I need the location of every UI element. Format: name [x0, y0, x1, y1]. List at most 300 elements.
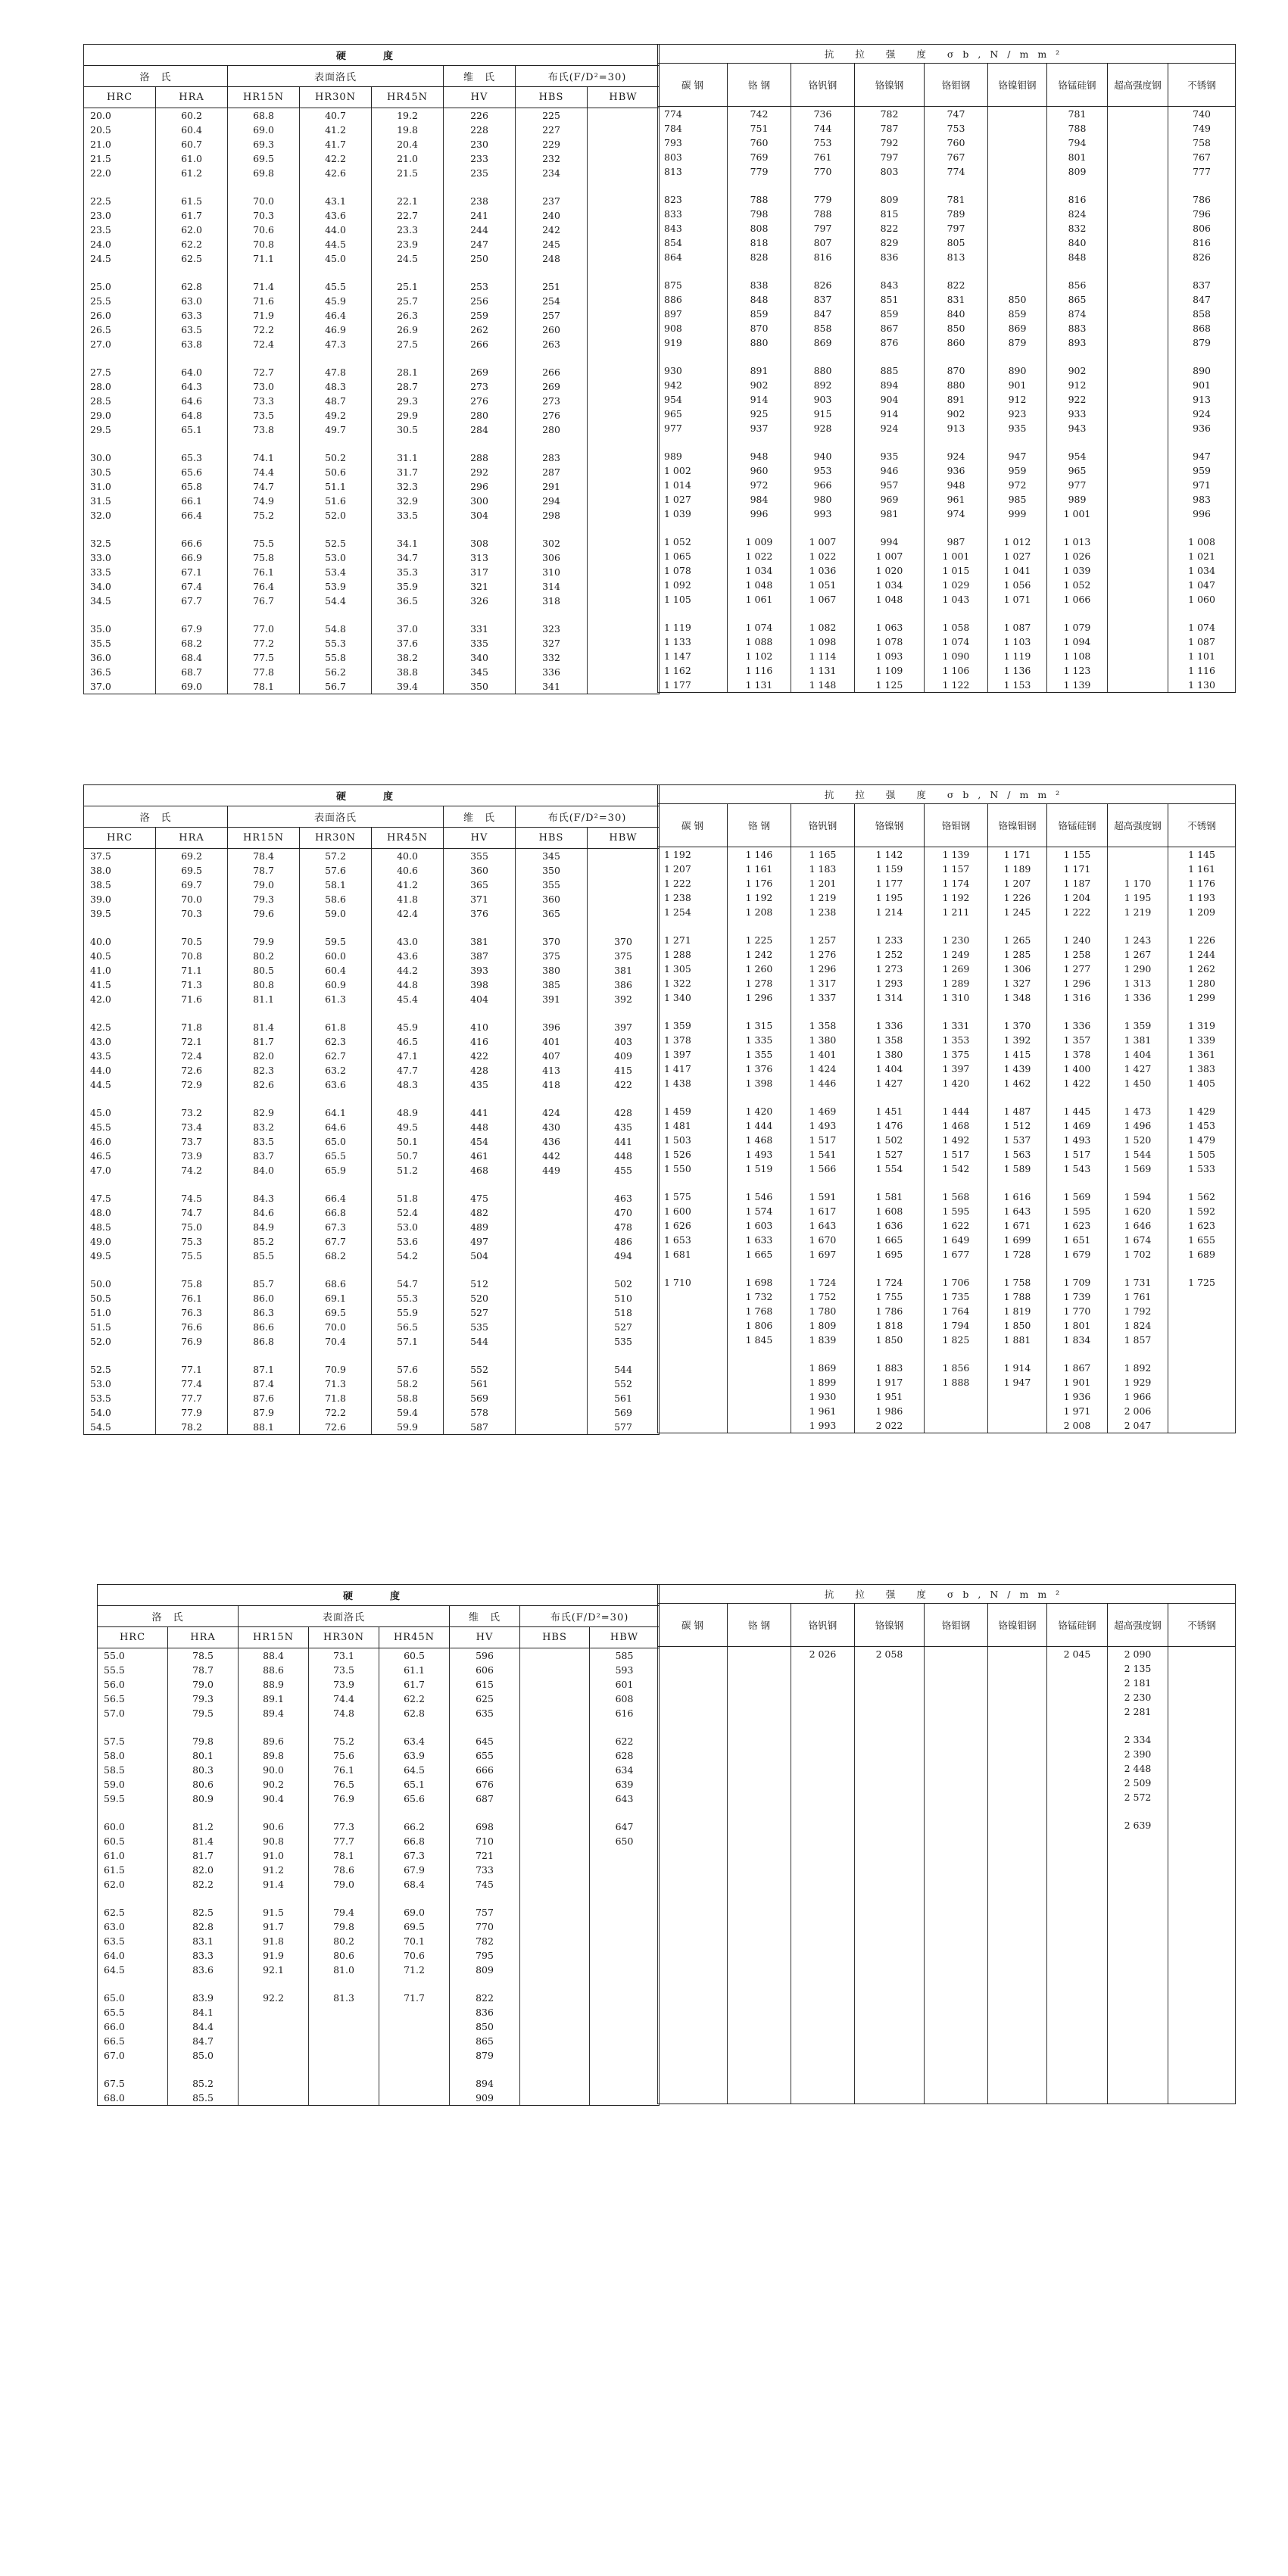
table-cell: 1 381 [1108, 1033, 1168, 1047]
table-cell: 81.3 [309, 1991, 379, 2005]
table-cell: 306 [516, 550, 588, 565]
table-cell: 1 819 [988, 1304, 1047, 1318]
table-cell: 1 670 [791, 1233, 855, 1247]
steel-type-header-cell: 铬钼钢 [925, 804, 988, 847]
table-cell: 90.2 [239, 1777, 309, 1792]
table-cell [520, 1834, 590, 1848]
table-row [84, 1234, 660, 1249]
table-cell: 74.9 [228, 494, 300, 508]
table-cell [588, 423, 660, 437]
table-cell: 1 867 [1047, 1361, 1108, 1375]
table-cell [988, 1418, 1047, 1433]
table-cell: 43.1 [300, 194, 372, 208]
table-cell: 345 [516, 849, 588, 864]
table-cell: 1 048 [855, 592, 925, 607]
table-cell: 1 473 [1108, 1104, 1168, 1118]
table-cell [1108, 392, 1168, 407]
table-cell: 1 541 [791, 1147, 855, 1162]
scale-header-cell: HR45N [372, 828, 444, 849]
table-cell [588, 408, 660, 423]
table-cell: 1 839 [791, 1333, 855, 1347]
table-cell [520, 1663, 590, 1677]
table-cell: 1 422 [1047, 1076, 1108, 1090]
table-row [658, 1418, 1236, 1433]
table-cell: 42.0 [84, 992, 156, 1006]
table-cell: 71.9 [228, 308, 300, 323]
table-cell [791, 2004, 855, 2018]
table-cell: 634 [590, 1763, 660, 1777]
table-cell: 64.5 [379, 1763, 450, 1777]
table-cell: 327 [516, 636, 588, 650]
table-cell: 64.5 [98, 1963, 168, 1977]
table-cell [1108, 321, 1168, 335]
table-cell: 843 [658, 221, 728, 235]
table-cell: 1 310 [925, 990, 988, 1005]
group-spacer [84, 351, 660, 365]
group-spacer [658, 1976, 1236, 1989]
table-cell: 943 [1047, 421, 1108, 435]
table-cell: 1 446 [791, 1076, 855, 1090]
table-cell: 486 [588, 1234, 660, 1249]
table-cell: 1 278 [728, 976, 791, 990]
table-cell [855, 2032, 925, 2047]
table-cell: 68.7 [156, 665, 228, 679]
table-cell: 47.3 [300, 337, 372, 351]
table-cell: 76.9 [156, 1334, 228, 1349]
table-cell [1168, 1375, 1236, 1389]
table-cell: 448 [588, 1149, 660, 1163]
table-cell: 948 [925, 478, 988, 492]
table-cell: 73.7 [156, 1134, 228, 1149]
table-cell: 1 339 [1168, 1033, 1236, 1047]
table-cell: 294 [516, 494, 588, 508]
table-cell: 1 007 [855, 549, 925, 563]
table-cell: 650 [590, 1834, 660, 1848]
table-cell: 321 [444, 579, 516, 594]
table-cell: 721 [450, 1848, 520, 1863]
table-cell: 645 [450, 1734, 520, 1748]
table-cell [1108, 862, 1168, 876]
table-cell: 60.0 [300, 949, 372, 963]
table-cell: 74.2 [156, 1163, 228, 1177]
table-cell: 1 469 [1047, 1118, 1108, 1133]
table-cell: 56.0 [98, 1677, 168, 1692]
group-spacer [658, 1261, 1236, 1275]
table-cell: 1 013 [1047, 535, 1108, 549]
table-cell [658, 1918, 728, 1932]
table-cell [588, 679, 660, 694]
table-cell [855, 1776, 925, 1790]
table-cell: 62.8 [379, 1706, 450, 1720]
hardness-rows-2 [84, 849, 660, 1435]
table-cell: 809 [855, 192, 925, 207]
table-cell: 1 883 [855, 1361, 925, 1375]
table-cell: 879 [450, 2048, 520, 2063]
table-cell [239, 2076, 309, 2091]
table-cell [516, 1391, 588, 1405]
table-cell [925, 1918, 988, 1932]
table-cell: 1 139 [925, 847, 988, 862]
table-cell [658, 1704, 728, 1719]
table-row [658, 905, 1236, 919]
table-cell: 1 207 [988, 876, 1047, 890]
table-cell: 1 119 [658, 620, 728, 635]
table-cell: 1 009 [728, 535, 791, 549]
table-cell: 75.8 [228, 550, 300, 565]
table-cell [658, 1761, 728, 1776]
table-cell: 78.6 [309, 1863, 379, 1877]
table-cell [1108, 235, 1168, 250]
table-cell: 1 098 [791, 635, 855, 649]
table-cell: 1 187 [1047, 876, 1108, 890]
table-cell: 2 135 [1108, 1661, 1168, 1676]
table-row [658, 449, 1236, 463]
table-cell: 587 [444, 1420, 516, 1435]
table-cell: 40.0 [84, 934, 156, 949]
table-cell [1047, 1704, 1108, 1719]
table-cell: 341 [516, 679, 588, 694]
table-cell: 392 [588, 992, 660, 1006]
table-cell [728, 2075, 791, 2089]
table-cell: 969 [855, 492, 925, 507]
steel-type-header-cell: 铬 钢 [728, 64, 791, 107]
table-cell: 1 505 [1168, 1147, 1236, 1162]
table-cell [658, 1676, 728, 1690]
table-cell: 22.5 [84, 194, 156, 208]
table-row [84, 208, 660, 223]
table-cell: 1 468 [925, 1118, 988, 1133]
table-cell [855, 2089, 925, 2104]
vickers-header: 维 氏 [444, 806, 516, 828]
table-row [658, 1333, 1236, 1347]
table-cell: 1 034 [855, 578, 925, 592]
table-cell: 87.9 [228, 1405, 300, 1420]
table-cell: 924 [925, 449, 988, 463]
table-cell [1168, 1676, 1236, 1690]
table-cell: 1 039 [1047, 563, 1108, 578]
table-cell [588, 237, 660, 251]
table-cell: 792 [855, 136, 925, 150]
table-cell: 1 594 [1108, 1190, 1168, 1204]
table-cell: 1 021 [1168, 549, 1236, 563]
table-cell [988, 2032, 1047, 2047]
table-cell: 65.0 [300, 1134, 372, 1149]
table-cell: 292 [444, 465, 516, 479]
table-cell: 1 296 [728, 990, 791, 1005]
table-cell [988, 1690, 1047, 1704]
table-cell [658, 1304, 728, 1318]
table-cell: 1 355 [728, 1047, 791, 1062]
table-cell: 76.1 [309, 1763, 379, 1777]
table-cell: 838 [728, 278, 791, 292]
group-spacer [658, 607, 1236, 620]
table-cell: 891 [925, 392, 988, 407]
table-cell [520, 1792, 590, 1806]
table-row [84, 1077, 660, 1092]
table-cell [516, 1234, 588, 1249]
table-cell: 35.3 [372, 565, 444, 579]
table-cell [791, 1732, 855, 1747]
table-cell: 69.5 [379, 1920, 450, 1934]
table-cell: 82.8 [168, 1920, 239, 1934]
table-cell: 33.0 [84, 550, 156, 565]
table-cell [1168, 1847, 1236, 1861]
hardness-table-3 [97, 1584, 660, 2106]
table-cell [1108, 1961, 1168, 1976]
table-cell [1108, 1918, 1168, 1932]
table-cell: 1 106 [925, 663, 988, 678]
table-cell: 1 689 [1168, 1247, 1236, 1261]
table-cell: 57.0 [98, 1706, 168, 1720]
table-cell: 1 336 [1108, 990, 1168, 1005]
table-cell: 86.0 [228, 1291, 300, 1305]
table-cell: 1 643 [988, 1204, 1047, 1218]
surface-rockwell-header: 表面洛氏 [239, 1606, 450, 1627]
table-cell: 1 961 [791, 1404, 855, 1418]
table-cell: 1 260 [728, 962, 791, 976]
table-cell: 448 [444, 1120, 516, 1134]
table-cell: 809 [450, 1963, 520, 1977]
table-cell [588, 863, 660, 878]
group-spacer [84, 522, 660, 536]
table-cell: 430 [516, 1120, 588, 1134]
table-cell: 489 [444, 1220, 516, 1234]
table-row [658, 278, 1236, 292]
table-cell: 78.1 [309, 1848, 379, 1863]
table-row [98, 1763, 660, 1777]
table-cell: 66.4 [156, 508, 228, 522]
table-cell [728, 1776, 791, 1790]
table-cell: 593 [590, 1663, 660, 1677]
table-cell [516, 1277, 588, 1291]
table-row [658, 549, 1236, 563]
table-cell: 1 233 [855, 933, 925, 947]
table-cell [520, 1820, 590, 1834]
steel-type-header-cell: 碳 钢 [658, 804, 728, 847]
table-cell: 46.0 [84, 1134, 156, 1149]
table-cell [791, 2032, 855, 2047]
table-cell [791, 2089, 855, 2104]
group-spacer [98, 2063, 660, 2076]
table-cell: 287 [516, 465, 588, 479]
table-cell: 1 116 [728, 663, 791, 678]
table-cell: 1 415 [988, 1047, 1047, 1062]
surface-rockwell-header: 表面洛氏 [228, 806, 444, 828]
table-row [84, 508, 660, 522]
table-cell [516, 1334, 588, 1349]
table-cell: 70.3 [228, 208, 300, 223]
table-cell: 1 131 [728, 678, 791, 693]
table-cell [658, 1404, 728, 1418]
table-cell [588, 878, 660, 892]
table-cell: 441 [588, 1134, 660, 1149]
table-cell: 777 [1168, 164, 1236, 179]
table-cell [988, 150, 1047, 164]
table-cell: 482 [444, 1205, 516, 1220]
scale-header-cell: HBW [588, 828, 660, 849]
table-cell: 88.9 [239, 1677, 309, 1692]
table-cell: 21.0 [372, 151, 444, 166]
table-cell: 63.2 [300, 1063, 372, 1077]
table-cell: 36.0 [84, 650, 156, 665]
table-cell: 317 [444, 565, 516, 579]
table-cell: 65.6 [156, 465, 228, 479]
table-cell: 62.5 [156, 251, 228, 266]
table-cell [590, 2005, 660, 2019]
table-cell: 45.0 [300, 251, 372, 266]
table-cell: 73.8 [228, 423, 300, 437]
table-cell [1168, 1418, 1236, 1433]
table-cell: 1 427 [1108, 1062, 1168, 1076]
table-cell: 965 [658, 407, 728, 421]
table-cell: 1 192 [925, 890, 988, 905]
table-cell [925, 1904, 988, 1918]
table-cell: 1 735 [925, 1290, 988, 1304]
table-cell: 901 [1168, 378, 1236, 392]
table-cell: 273 [444, 379, 516, 394]
table-cell [588, 108, 660, 123]
table-cell: 42.5 [84, 1020, 156, 1034]
table-cell: 44.0 [300, 223, 372, 237]
table-cell: 1 094 [1047, 635, 1108, 649]
table-cell: 1 526 [658, 1147, 728, 1162]
table-cell [379, 2019, 450, 2034]
table-cell: 42.6 [300, 166, 372, 180]
table-row [84, 308, 660, 323]
table-cell: 1 340 [658, 990, 728, 1005]
table-cell: 91.0 [239, 1848, 309, 1863]
table-cell: 1 195 [1108, 890, 1168, 905]
table-cell: 66.4 [300, 1191, 372, 1205]
table-row [658, 1961, 1236, 1976]
table-cell: 1 245 [988, 905, 1047, 919]
table-cell: 1 888 [925, 1375, 988, 1389]
table-cell: 1 193 [1168, 890, 1236, 905]
table-cell [988, 1404, 1047, 1418]
table-cell: 21.5 [84, 151, 156, 166]
table-cell: 260 [516, 323, 588, 337]
table-cell: 666 [450, 1763, 520, 1777]
table-cell [1108, 192, 1168, 207]
table-cell: 850 [925, 321, 988, 335]
table-cell: 51.6 [300, 494, 372, 508]
table-cell: 66.9 [156, 550, 228, 565]
table-cell: 71.8 [300, 1391, 372, 1405]
table-cell: 78.4 [228, 849, 300, 864]
steel-type-header-cell: 超高强度钢 [1108, 1604, 1168, 1647]
table-cell: 69.5 [228, 151, 300, 166]
table-cell: 273 [516, 394, 588, 408]
tensile-header: 抗 拉 强 度 σb,N/mm² [658, 785, 1236, 804]
table-cell: 993 [791, 507, 855, 521]
table-cell: 89.6 [239, 1734, 309, 1748]
table-cell: 1 698 [728, 1275, 791, 1290]
table-cell: 50.6 [300, 465, 372, 479]
table-cell: 1 595 [925, 1204, 988, 1218]
table-cell [1108, 2089, 1168, 2104]
table-cell [855, 1747, 925, 1761]
table-row [98, 1834, 660, 1848]
table-cell: 2 047 [1108, 1418, 1168, 1433]
table-cell: 45.0 [84, 1106, 156, 1120]
table-cell: 1 761 [1108, 1290, 1168, 1304]
group-spacer [658, 435, 1236, 449]
table-cell: 1 159 [855, 862, 925, 876]
table-cell: 1 695 [855, 1247, 925, 1261]
table-cell [520, 1748, 590, 1763]
table-cell: 80.5 [228, 963, 300, 978]
table-cell [658, 1361, 728, 1375]
table-cell [1168, 1932, 1236, 1947]
table-cell [791, 1661, 855, 1676]
table-cell [855, 1818, 925, 1832]
table-cell [1108, 478, 1168, 492]
table-cell: 45.9 [372, 1020, 444, 1034]
table-cell [988, 2089, 1047, 2104]
table-cell [988, 136, 1047, 150]
table-cell: 1 226 [1168, 933, 1236, 947]
table-cell: 314 [516, 579, 588, 594]
table-cell: 1 157 [925, 862, 988, 876]
table-cell: 928 [791, 421, 855, 435]
table-cell: 46.5 [372, 1034, 444, 1049]
table-cell [988, 1389, 1047, 1404]
table-cell: 767 [1168, 150, 1236, 164]
table-cell: 1 543 [1047, 1162, 1108, 1176]
table-cell: 1 681 [658, 1247, 728, 1261]
table-cell: 1 337 [791, 990, 855, 1005]
scale-header-cell: HBS [516, 87, 588, 108]
table-cell: 386 [588, 978, 660, 992]
scale-header-cell: HBS [516, 828, 588, 849]
table-cell: 1 002 [658, 463, 728, 478]
table-cell [588, 636, 660, 650]
table-cell: 1 155 [1047, 847, 1108, 862]
table-cell: 71.7 [379, 1991, 450, 2005]
table-cell: 53.9 [300, 579, 372, 594]
table-cell: 974 [925, 507, 988, 521]
steel-type-header-cell: 不锈钢 [1168, 804, 1236, 847]
table-cell [925, 1790, 988, 1804]
table-cell: 52.0 [84, 1334, 156, 1349]
group-spacer [98, 1720, 660, 1734]
table-row [658, 307, 1236, 321]
table-row [658, 1033, 1236, 1047]
table-cell [1168, 1290, 1236, 1304]
table-cell: 1 139 [1047, 678, 1108, 693]
table-cell: 816 [1047, 192, 1108, 207]
table-cell: 76.3 [156, 1305, 228, 1320]
table-row [84, 1049, 660, 1063]
table-cell [988, 107, 1047, 122]
table-cell: 1 622 [925, 1218, 988, 1233]
table-cell: 46.5 [84, 1149, 156, 1163]
table-cell: 29.9 [372, 408, 444, 423]
table-cell: 72.9 [156, 1077, 228, 1092]
tensile-panel-1 [657, 44, 1235, 693]
table-cell: 1 392 [988, 1033, 1047, 1047]
table-cell: 61.3 [300, 992, 372, 1006]
table-row [658, 1704, 1236, 1719]
table-cell: 91.9 [239, 1948, 309, 1963]
table-cell: 904 [855, 392, 925, 407]
table-cell: 1 869 [791, 1361, 855, 1375]
table-row [658, 1218, 1236, 1233]
steel-type-header-cell: 铬镍钼钢 [988, 1604, 1047, 1647]
table-cell: 86.8 [228, 1334, 300, 1349]
table-cell [988, 2018, 1047, 2032]
table-cell [1108, 1861, 1168, 1876]
